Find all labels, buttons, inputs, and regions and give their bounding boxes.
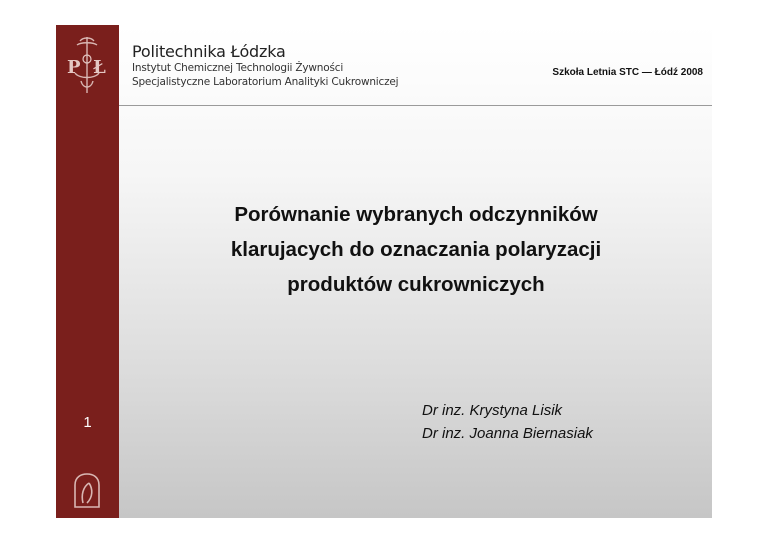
laboratory-name: Specjalistyczne Laboratorium Analityki Cukrowniczej [132,76,399,88]
university-name: Politechnika Łódzka [132,42,286,61]
institute-name: Instytut Chemicznej Technologii Żywności [132,62,344,74]
svg-text:P: P [67,57,81,78]
header [132,42,398,89]
title-line: klarujacych do oznaczania polaryzacji [230,238,602,261]
slide [56,25,712,518]
author-name: Dr inz. Joanna Biernasiak [422,425,593,442]
title-line: Porównanie wybranych odczynników [234,203,598,226]
slide-title [156,197,676,302]
title-line: produktów cukrowniczych [287,273,545,296]
institute-logo-icon [69,471,105,511]
svg-text:Ł: Ł [93,57,106,78]
slide-number: 1 [83,414,92,431]
author-name: Dr inz. Krystyna Lisik [422,402,563,419]
sidebar [56,25,119,518]
authors [422,399,593,445]
header-divider [119,105,712,106]
event-label: Szkoła Letnia STC — Łódź 2008 [552,67,703,78]
university-emblem-icon [65,33,109,97]
